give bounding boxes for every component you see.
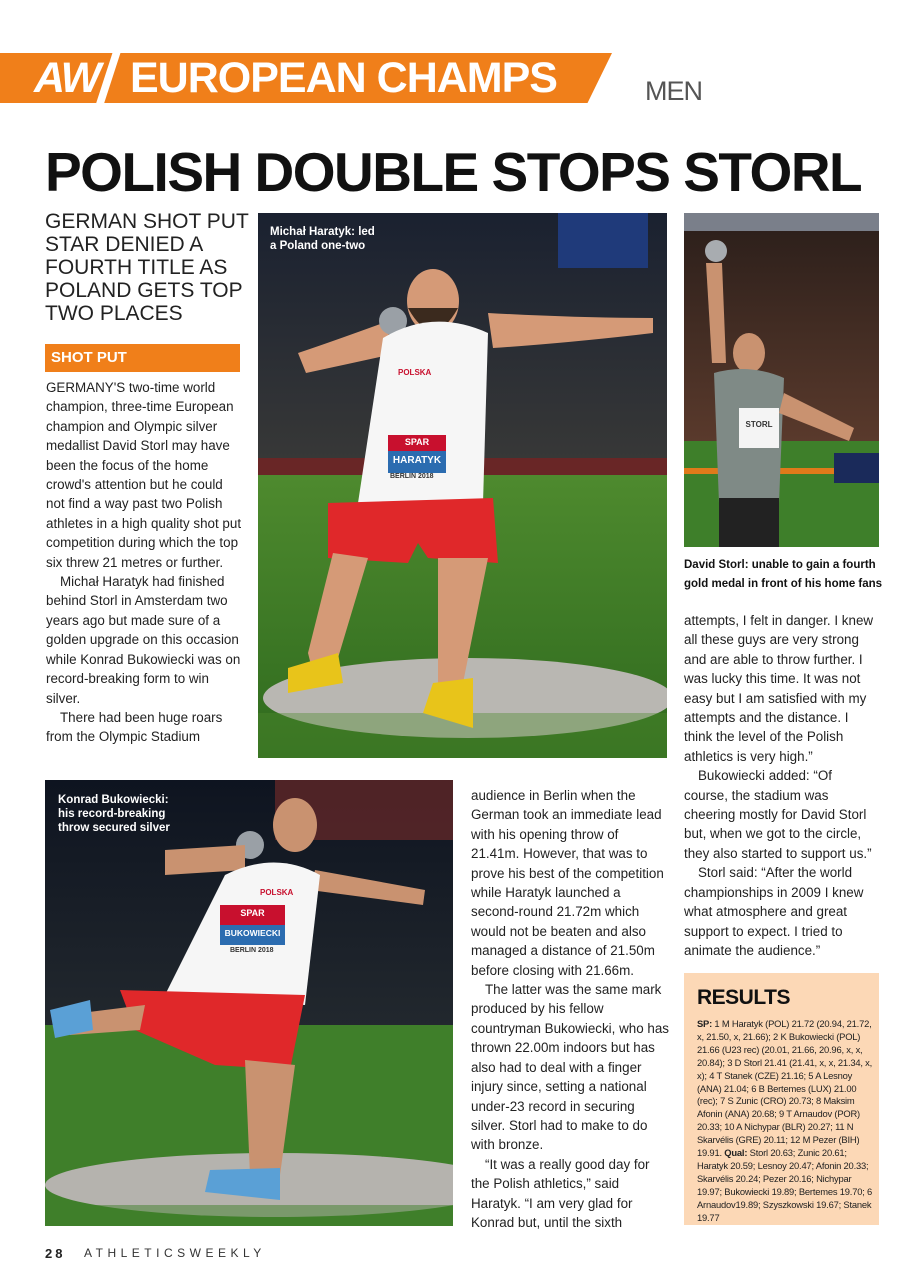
bukowiecki-photo-illustration [45, 780, 453, 1226]
event-text: BERLIN 2018 [230, 947, 274, 954]
bib-name: HARATYK [392, 455, 442, 466]
results-sp-label: SP: [697, 1018, 713, 1029]
results-qual-label: Qual: [721, 1147, 748, 1159]
bukowiecki-caption: Konrad Bukowiecki: his record-breaking throw secured silver [58, 794, 170, 834]
sponsor-text: SPAR [240, 908, 265, 918]
event-tag: SHOT PUT [51, 349, 127, 366]
article-paragraph: Bukowiecki added: “Of course, the stadium was cheering mostly for David Storl but, when we got to the circle, they also started to support us.” [684, 768, 872, 861]
article-paragraph: GERMANY'S two-time world champion, three-time European champion and Olympic silver medallist David Storl may have been the focus of the home crowd's attention but he could not find a way past two Polish athletes in a high quality shot put competition during which the top six threw 21 metres or further. [46, 380, 242, 570]
article-paragraph: attempts, I felt in danger. I knew all these guys are very strong and are able to throw further. I was lucky this time. It was not easy but I am satisfied with my attempts and the distance. I think the level of the Polish athletics is very high.” [684, 613, 874, 764]
storl-caption: David Storl: unable to gain a fourth gold medal in front of his home fans [684, 559, 883, 590]
results-text [697, 1018, 875, 1225]
article-column-2 [471, 786, 669, 1232]
storl-photo-illustration [684, 213, 879, 547]
section-category: MEN [645, 76, 702, 106]
article-paragraph: “It was a really good day for the Polish athletics,” said Haratyk. “I am very glad for Konrad but, until the sixth [471, 1156, 650, 1230]
page-title: POLISH DOUBLE STOPS STORL [45, 141, 862, 203]
storl-photo [684, 213, 879, 547]
brand-logo: AW [34, 54, 100, 102]
haratyk-caption: Michał Haratyk: led a Poland one-two [270, 226, 375, 252]
results-sp-text: 1 M Haratyk (POL) 21.72 (20.94, 21.72, x, 21.50, x, 21.66); 2 K Bukowiecki (POL) 21.66 (U23 rec) (20.01, 21.66, 20.96, x, x, 20.84); 3 D Storl 21.41 (21.41, x, x, 21.34, x, x); 4 T Stanek (CZE) 21.16; 5 A Lesnoy (ANA) 21.04; 6 B Bertemes (LUX) 21.00 (rec); 7 S Zunic (CRO) 20.73; 8 Maksim Afonin (ANA) 20.68; 9 T Arnaudov (POR) 20.33; 10 A Nichypar (BLR) 20.27; 11 N Skarvélis (GRE) 20.11; 12 M Pezer (BIH) 19.91. [697, 1018, 873, 1159]
standfirst: GERMAN SHOT PUT STAR DENIED A FOURTH TITLE AS POLAND GETS TOP TWO PLACES [45, 210, 249, 325]
haratyk-photo-illustration [258, 213, 667, 758]
article-paragraph: Michał Haratyk had finished behind Storl in Amsterdam two years ago but made sure of a golden upgrade on this occasion while Konrad Bukowiecki was on record-breaking form to win silver. [46, 574, 241, 706]
haratyk-photo [258, 213, 667, 758]
results-qual-text: Storl 20.63; Zunic 20.61; Haratyk 20.59; Lesnoy 20.47; Afonin 20.33; Skarvélis 20.24; Pezer 20.16; Nichypar 19.97; Bukowiecki 19.89; Bertemes 19.70; 6 Arnaudov19.89; Szyszkowski 19.67; Stanek 19.77 [697, 1147, 873, 1223]
article-column-1 [46, 378, 244, 747]
article-paragraph: The latter was the same mark produced by his fellow countryman Bukowiecki, who has thrown 22.00m indoors but has also had to deal with a finger injury since, setting a national under-23 record in securing silver. Storl had to make to do with bronze. [471, 982, 669, 1153]
article-paragraph: There had been huge roars from the Olympic Stadium [46, 709, 223, 745]
magazine-name: ATHLETICSWEEKLY [84, 1246, 266, 1260]
article-paragraph: audience in Berlin when the German took an immediate lead with his opening throw of 21.41m. However, that was to prove his best of the competition while Haratyk launched a second-round 21.72m which would not be beaten and also managed a distance of 21.50m before closing with 21.66m. [471, 788, 664, 978]
event-text: BERLIN 2018 [390, 473, 434, 480]
article-column-3 [684, 611, 879, 960]
bib-name: BUKOWIECKI [224, 928, 281, 938]
results-title: RESULTS [697, 986, 790, 1009]
page-number: 28 [45, 1246, 66, 1261]
bukowiecki-photo [45, 780, 453, 1226]
article-paragraph: Storl said: “After the world championships in 2009 I knew what atmosphere and great support to expect. I tried to animate the audience.” [684, 865, 864, 958]
team-text: POLSKA [260, 888, 294, 897]
section-title: EUROPEAN CHAMPS [130, 54, 557, 102]
team-text: POLSKA [398, 368, 432, 377]
bib-name: STORL [745, 420, 773, 429]
sponsor-text: SPAR [404, 437, 430, 447]
